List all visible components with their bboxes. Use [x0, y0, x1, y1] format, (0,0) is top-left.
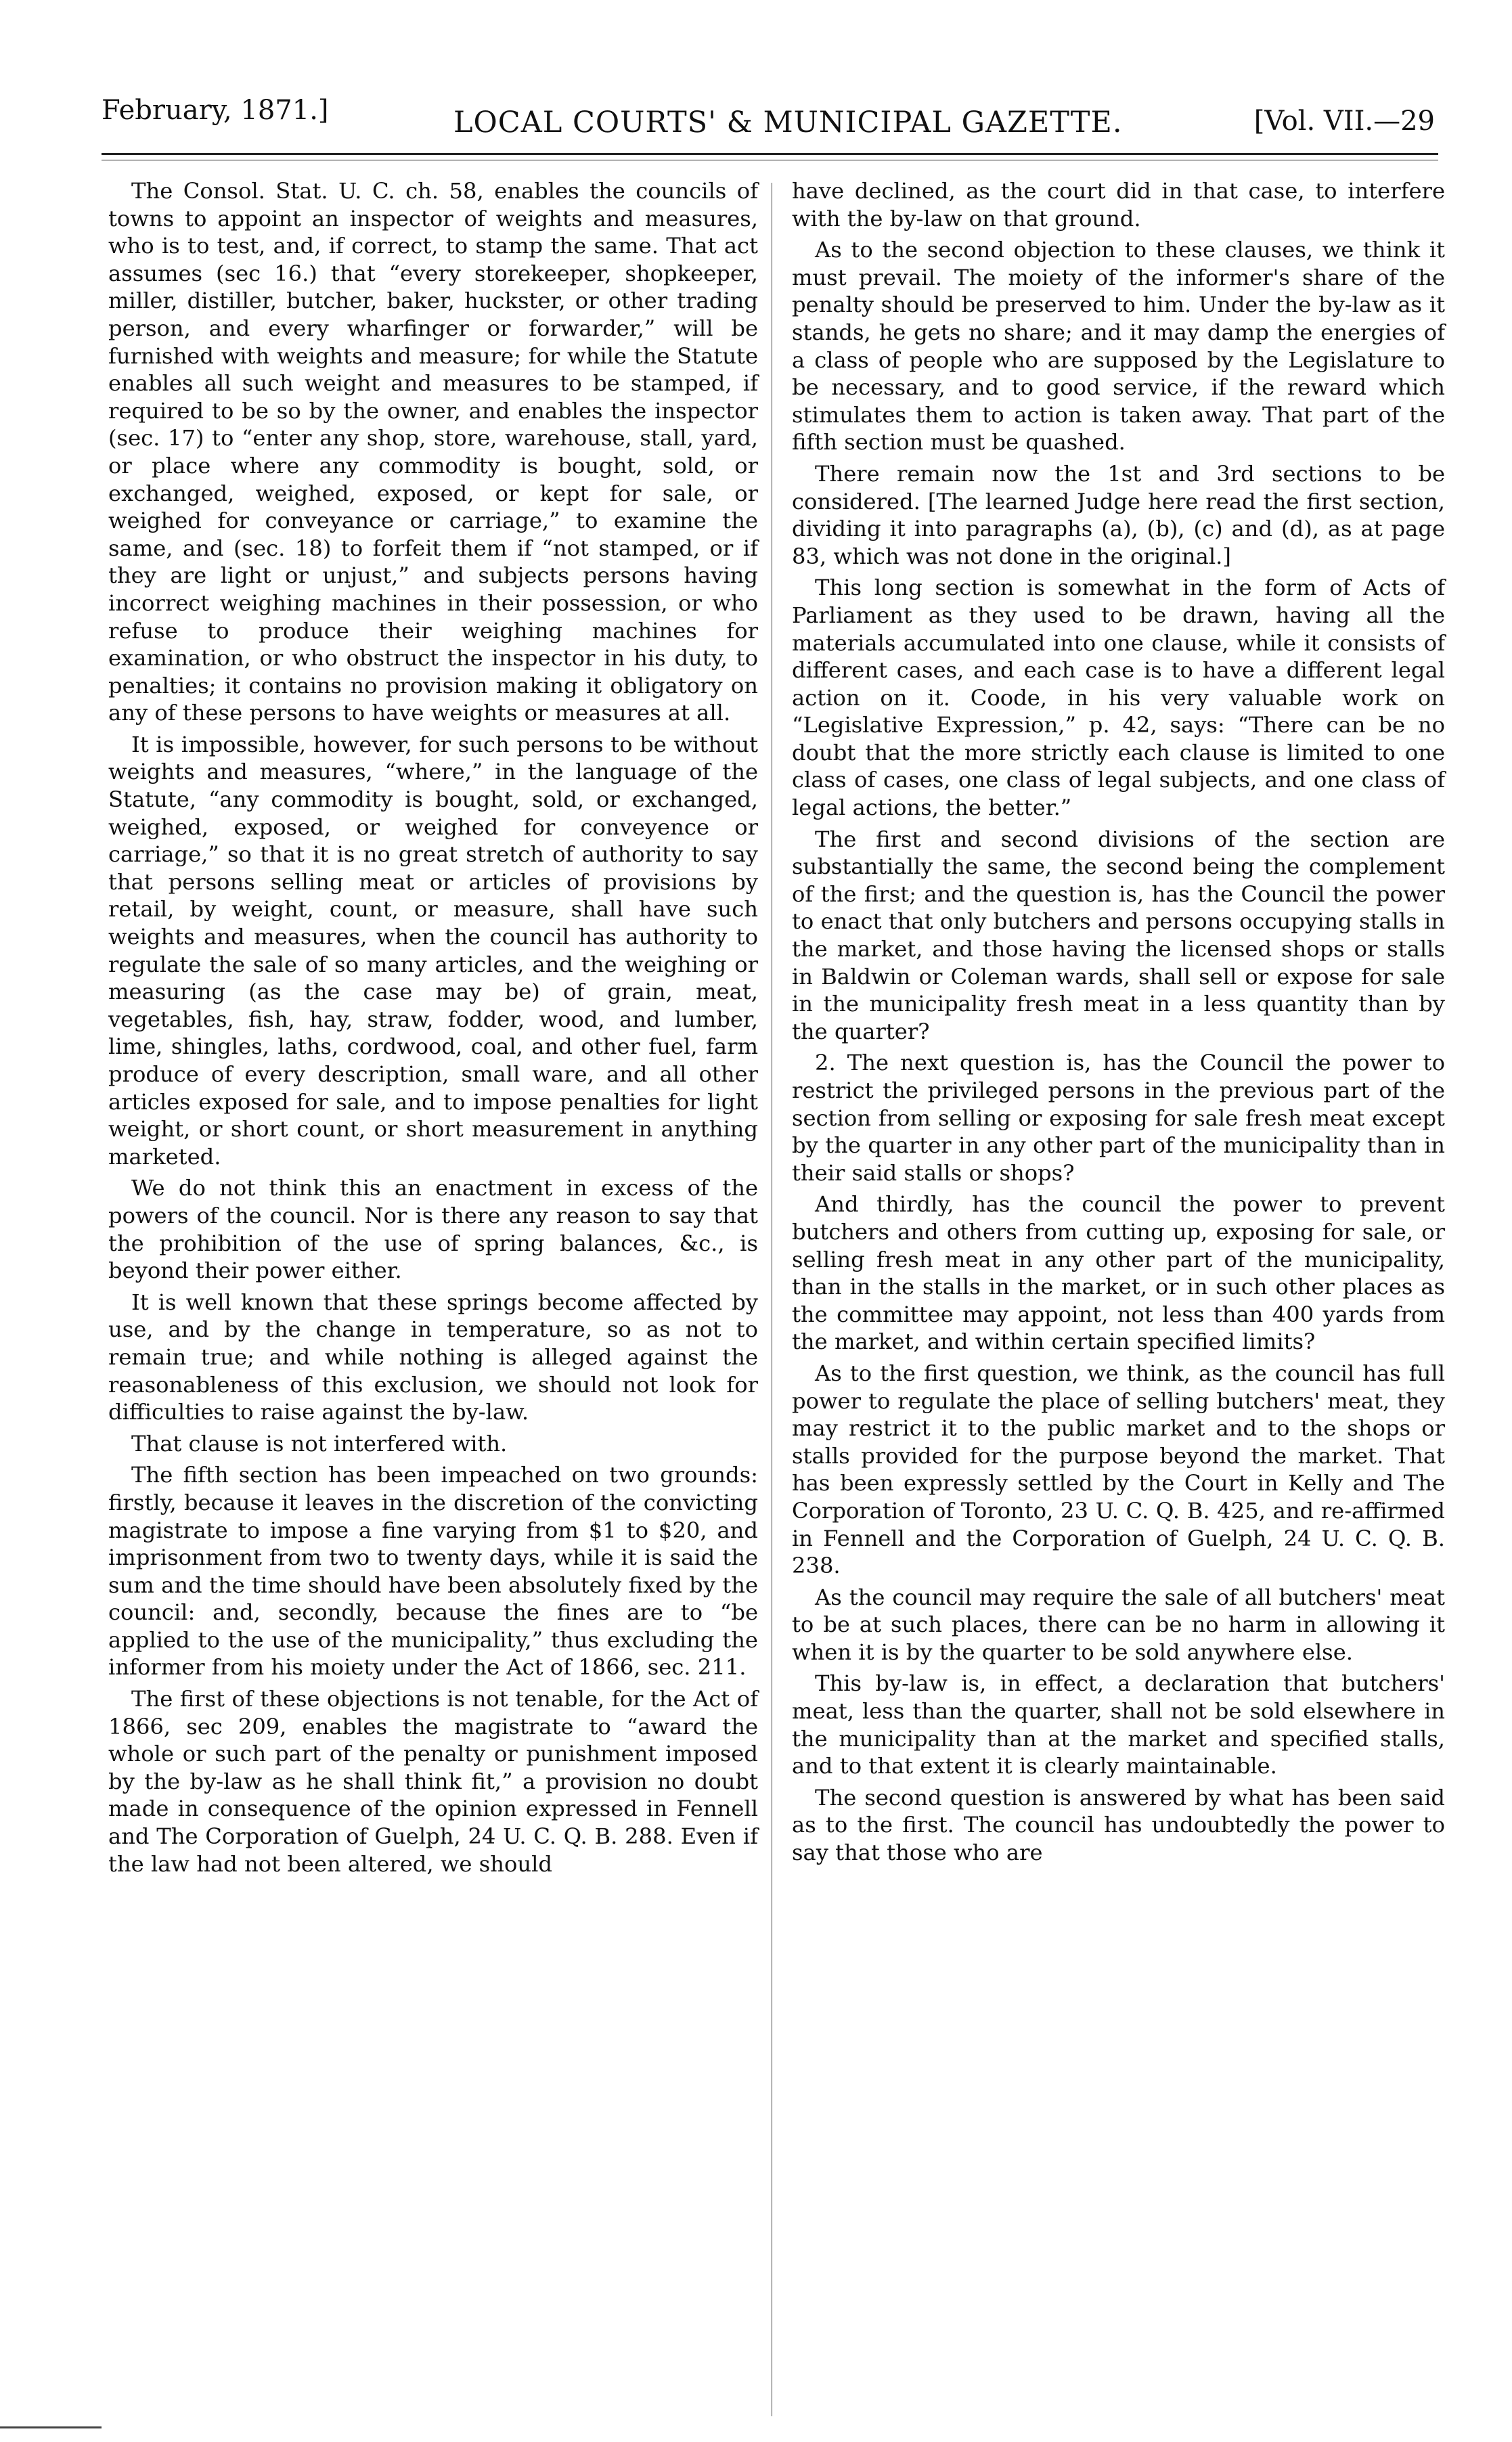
paragraph: The fifth section has been impeached on two grounds: firstly, because it leaves in the discretion of the convicting magistrate to impose a fine varying from $1 to $20, and imprisonment from two to twenty days, while it is said the sum and the time should have been absolutely fixed by the council: and, secondly, because the fines are to “be applied to the use of the municipality,” thus excluding the informer from his moiety under the Act of 1866, sec. 211.: [108, 1462, 758, 1681]
paragraph: As the council may require the sale of all butchers' meat to be at such places, there can be no harm in allowing it when it is by the quarter to be sold anywhere else.: [792, 1584, 1445, 1665]
header-title: LOCAL COURTS' & MUNICIPAL GAZETTE.: [453, 106, 1123, 139]
paragraph: We do not think this an enactment in excess of the powers of the council. Nor is there any reason to say that the prohibition of the use of spring balances, &c., is beyond their power either.: [108, 1175, 758, 1284]
header-rule: [102, 153, 1438, 155]
paragraph: There remain now the 1st and 3rd sections to be considered. [The learned Judge here read the first section, dividing it into paragraphs (a), (b), (c) and (d), as at page 83, which was not done in the original.]: [792, 460, 1445, 569]
paragraph: have declined, as the court did in that case, to interfere with the by-law on that ground.: [792, 178, 1445, 231]
paragraph: And thirdly, has the council the power to prevent butchers and others from cutting up, exposing for sale, or selling fresh meat in any other part of the municipality, than in the stalls in the market, or in such other places as the committee may appoint, not less than 400 yards from the market, and within certain specified limits?: [792, 1191, 1445, 1355]
paragraph: That clause is not interfered with.: [131, 1430, 508, 1457]
paragraph: The first of these objections is not tenable, for the Act of 1866, sec 209, enables the magistrate to “award the whole or such part of the penalty or punishment imposed by the by-law as he shall think fit,” a provision no doubt made in consequence of the opinion expressed in Fennell and The Corporation of Guelph, 24 U. C. Q. B. 288. Even if the law had not been altered, we should: [108, 1686, 758, 1877]
footer-rule: [0, 2426, 102, 2428]
paragraph: It is impossible, however, for such persons to be without weights and measures, “where,” in the language of the Statute, “any commodity is bought, sold, or exchanged, weighed, exposed, or weighed for conveyence or carriage,” so that it is no great stretch of authority to say that persons selling meat or articles of provisions by retail, by weight, count, or measure, shall have such weights and measures, when the council has authority to regulate the sale of so many articles, and the weighing or measuring (as the case may be) of grain, meat, vegetables, fish, hay, straw, fodder, wood, and lumber, lime, shingles, laths, cordwood, coal, and other fuel, farm produce of every description, small ware, and all other articles exposed for sale, and to impose penalties for light weight, or short count, or short measurement in anything marketed.: [108, 731, 758, 1170]
page-header: [102, 95, 1435, 142]
paragraph: It is well known that these springs become affected by use, and by the change in temperature, so as not to remain true; and while nothing is alleged against the reasonableness of this exclusion, we should not look for difficulties to raise against the by-law.: [108, 1289, 758, 1425]
left-column: [108, 177, 758, 1882]
paragraph: This long section is somewhat in the form of Acts of Parliament as they used to be drawn, having all the materials accumulated into one clause, while it consists of different cases, and each case is to have a different legal action on it. Coode, in his very valuable work on “Legislative Expression,” p. 42, says: “There can be no doubt that the more strictly each clause is limited to one class of cases, one class of legal subjects, and one class of legal actions, the better.”: [792, 575, 1445, 821]
paragraph: As to the first question, we think, as the council has full power to regulate the place of selling butchers' meat, they may restrict it to the public market and to the shops or stalls provided for the purpose beyond the market. That has been expressly settled by the Court in Kelly and The Corporation of Toronto, 23 U. C. Q. B. 425, and re-affirmed in Fennell and the Corporation of Guelph, 24 U. C. Q. B. 238.: [792, 1360, 1445, 1579]
paragraph: This by-law is, in effect, a declaration that butchers' meat, less than the quarter, shall not be sold elsewhere in the municipality than at the market and specified stalls, and to that extent it is clearly maintainable.: [792, 1670, 1445, 1779]
header-volume: [Vol. VII.—29: [1253, 106, 1435, 137]
paragraph: As to the second objection to these clauses, we think it must prevail. The moiety of the informer's share of the penalty should be preserved to him. Under the by-law as it stands, he gets no share; and it may damp the energies of a class of people who are supposed by the Legislature to be necessary, and to good service, if the reward which stimulates them to action is taken away. That part of the fifth section must be quashed.: [792, 237, 1445, 456]
paragraph: The Consol. Stat. U. C. ch. 58, enables the councils of towns to appoint an inspector of weights and measures, who is to test, and, if correct, to stamp the same. That act assumes (sec 16.) that “every storekeeper, shopkeeper, miller, distiller, butcher, baker, huckster, or other trading person, and every wharfinger or forwarder,” will be furnished with weights and measure; for while the Statute enables all such weight and measures to be stamped, if required to be so by the owner, and enables the inspector (sec. 17) to “enter any shop, store, warehouse, stall, yard, or place where any commodity is bought, sold, or exchanged, weighed, exposed, or kept for sale, or weighed for conveyance or carriage,” to examine the same, and (sec. 18) to forfeit them if “not stamped, or if they are light or unjust,” and subjects persons having incorrect weighing machines in their possession, or who refuse to produce their weighing machines for examination, or who obstruct the inspector in his duty, to penalties; it contains no provision making it obligatory on any of these persons to have weights or measures at all.: [108, 178, 758, 726]
paragraph: The second question is answered by what has been said as to the first. The council has undoubtedly the power to say that those who are: [792, 1784, 1445, 1866]
paragraph: 2. The next question is, has the Council the power to restrict the privileged persons in the previous part of the section from selling or exposing for sale fresh meat except by the quarter in any other part of the municipality than in their said stalls or shops?: [792, 1050, 1445, 1186]
right-column: [792, 177, 1445, 1871]
paragraph: The first and second divisions of the section are substantially the same, the second being the complement of the first; and the question is, has the Council the power to enact that only butchers and persons occupying stalls in the market, and those having the licensed shops or stalls in Baldwin or Coleman wards, shall sell or expose for sale in the municipality fresh meat in a less quantity than by the quarter?: [792, 826, 1445, 1044]
header-date: February, 1871.]: [102, 95, 329, 126]
